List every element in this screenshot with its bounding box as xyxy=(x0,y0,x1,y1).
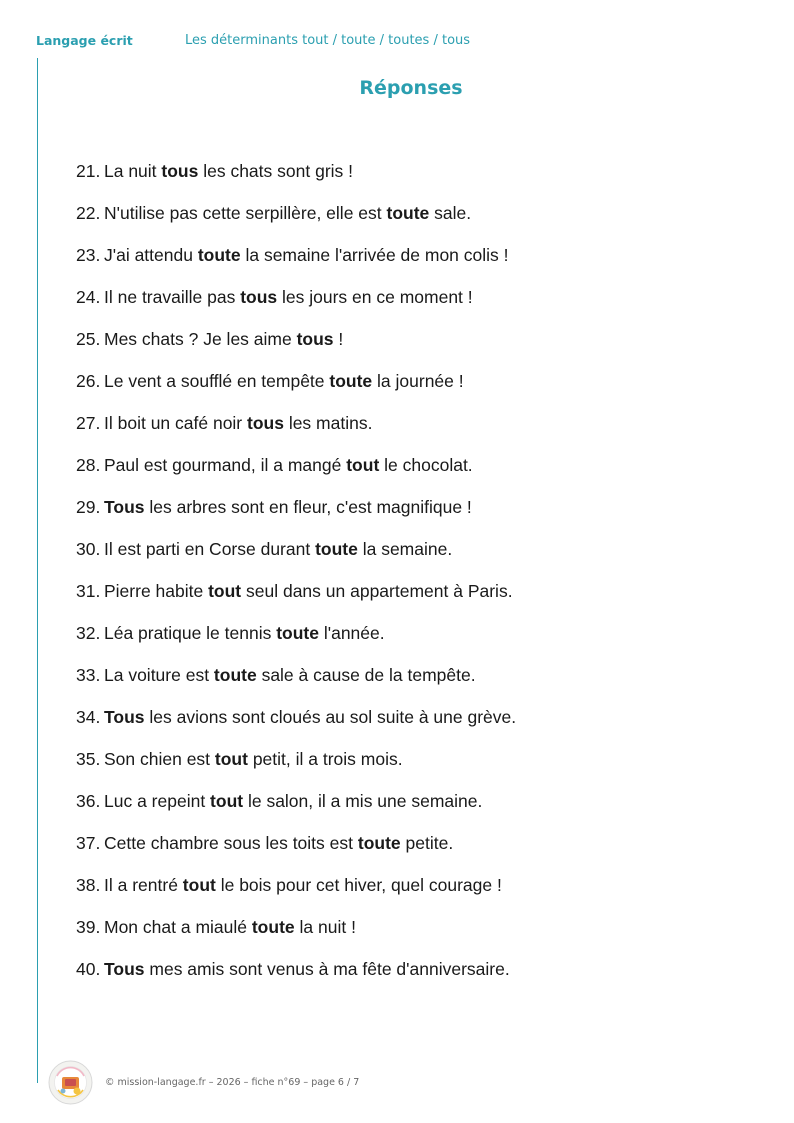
answer-number: 33. xyxy=(76,665,101,685)
answer-item xyxy=(76,914,516,956)
answer-determinant: tous xyxy=(161,161,199,181)
answer-determinant: toute xyxy=(329,371,373,391)
answer-number: 21. xyxy=(76,161,101,181)
answer-determinant: toute xyxy=(276,623,319,643)
answer-text: Léa pratique le tennis toute l'année. xyxy=(104,623,385,643)
answer-item xyxy=(76,956,516,998)
answer-determinant: tout xyxy=(208,581,242,601)
answer-text: Mes chats ? Je les aime tous ! xyxy=(104,329,344,349)
left-margin-rule xyxy=(37,58,38,1083)
answer-item xyxy=(76,158,516,200)
answer-item xyxy=(76,662,516,704)
answer-item xyxy=(76,200,516,242)
answer-text: Il boit un café noir tous les matins. xyxy=(104,413,373,433)
answer-number: 38. xyxy=(76,875,101,895)
answer-determinant: toute xyxy=(357,833,401,853)
answer-text: Il ne travaille pas tous les jours en ce moment ! xyxy=(104,287,473,307)
answer-determinant: toute xyxy=(213,665,257,685)
answers-list xyxy=(76,158,516,998)
answer-determinant: Tous xyxy=(104,497,145,517)
page-title: Réponses xyxy=(359,77,463,99)
answer-number: 34. xyxy=(76,707,101,727)
topic-title: Les déterminants tout / toute / toutes / tous xyxy=(185,33,471,48)
answer-determinant: tout xyxy=(210,791,244,811)
answer-number: 23. xyxy=(76,245,101,265)
answer-determinant: tous xyxy=(240,287,278,307)
answer-text: N'utilise pas cette serpillère, elle est toute sale. xyxy=(104,203,472,223)
answer-determinant: toute xyxy=(315,539,358,559)
answer-text: Cette chambre sous les toits est toute petite. xyxy=(104,833,454,853)
answer-text: Luc a repeint tout le salon, il a mis une semaine. xyxy=(104,791,483,811)
answer-number: 24. xyxy=(76,287,101,307)
subject-label: Langage écrit xyxy=(36,33,133,48)
answer-number: 40. xyxy=(76,959,101,979)
answer-determinant: tous xyxy=(296,329,334,349)
answer-number: 27. xyxy=(76,413,101,433)
answer-item xyxy=(76,872,516,914)
answer-text: Son chien est tout petit, il a trois mois. xyxy=(104,749,403,769)
answer-determinant: Tous xyxy=(104,707,145,727)
answer-determinant: toute xyxy=(386,203,430,223)
answer-text: La nuit tous les chats sont gris ! xyxy=(104,161,354,181)
answer-number: 39. xyxy=(76,917,101,937)
mission-langage-logo-icon xyxy=(48,1060,93,1105)
answer-item xyxy=(76,452,516,494)
answer-text: Mon chat a miaulé toute la nuit ! xyxy=(104,917,356,937)
answer-determinant: toute xyxy=(251,917,295,937)
answer-number: 26. xyxy=(76,371,101,391)
answer-number: 37. xyxy=(76,833,101,853)
answer-text: Tous mes amis sont venus à ma fête d'anniversaire. xyxy=(104,959,510,979)
answer-number: 30. xyxy=(76,539,101,559)
answer-text: Pierre habite tout seul dans un appartement à Paris. xyxy=(104,581,513,601)
answer-determinant: tout xyxy=(346,455,380,475)
answer-text: La voiture est toute sale à cause de la tempête. xyxy=(104,665,476,685)
answer-number: 35. xyxy=(76,749,101,769)
answer-item xyxy=(76,494,516,536)
answer-number: 25. xyxy=(76,329,101,349)
answer-item xyxy=(76,620,516,662)
answer-item xyxy=(76,242,516,284)
answer-number: 28. xyxy=(76,455,101,475)
answer-number: 29. xyxy=(76,497,101,517)
answer-item xyxy=(76,788,516,830)
answer-text: J'ai attendu toute la semaine l'arrivée de mon colis ! xyxy=(104,245,509,265)
answer-determinant: tout xyxy=(182,875,216,895)
footer-copyright: © mission-langage.fr – 2026 – fiche n°69 – page 6 / 7 xyxy=(105,1077,360,1088)
answer-determinant: tout xyxy=(214,749,248,769)
answer-determinant: Tous xyxy=(104,959,145,979)
answer-item xyxy=(76,284,516,326)
answer-determinant: toute xyxy=(197,245,241,265)
answer-determinant: tous xyxy=(247,413,284,433)
answer-item xyxy=(76,536,516,578)
answer-text: Il est parti en Corse durant toute la semaine. xyxy=(104,539,453,559)
answer-text: Tous les arbres sont en fleur, c'est magnifique ! xyxy=(104,497,472,517)
answer-number: 32. xyxy=(76,623,101,643)
answer-text: Paul est gourmand, il a mangé tout le chocolat. xyxy=(104,455,473,475)
answer-text: Il a rentré tout le bois pour cet hiver, quel courage ! xyxy=(104,875,502,895)
answer-item xyxy=(76,410,516,452)
answer-number: 22. xyxy=(76,203,101,223)
answer-item xyxy=(76,368,516,410)
answer-item xyxy=(76,830,516,872)
answer-number: 36. xyxy=(76,791,101,811)
answer-number: 31. xyxy=(76,581,101,601)
answer-text: Tous les avions sont cloués au sol suite à une grève. xyxy=(104,707,517,727)
answer-item xyxy=(76,578,516,620)
answer-text: Le vent a soufflé en tempête toute la journée ! xyxy=(104,371,464,391)
answer-item xyxy=(76,746,516,788)
answer-item xyxy=(76,704,516,746)
answer-item xyxy=(76,326,516,368)
